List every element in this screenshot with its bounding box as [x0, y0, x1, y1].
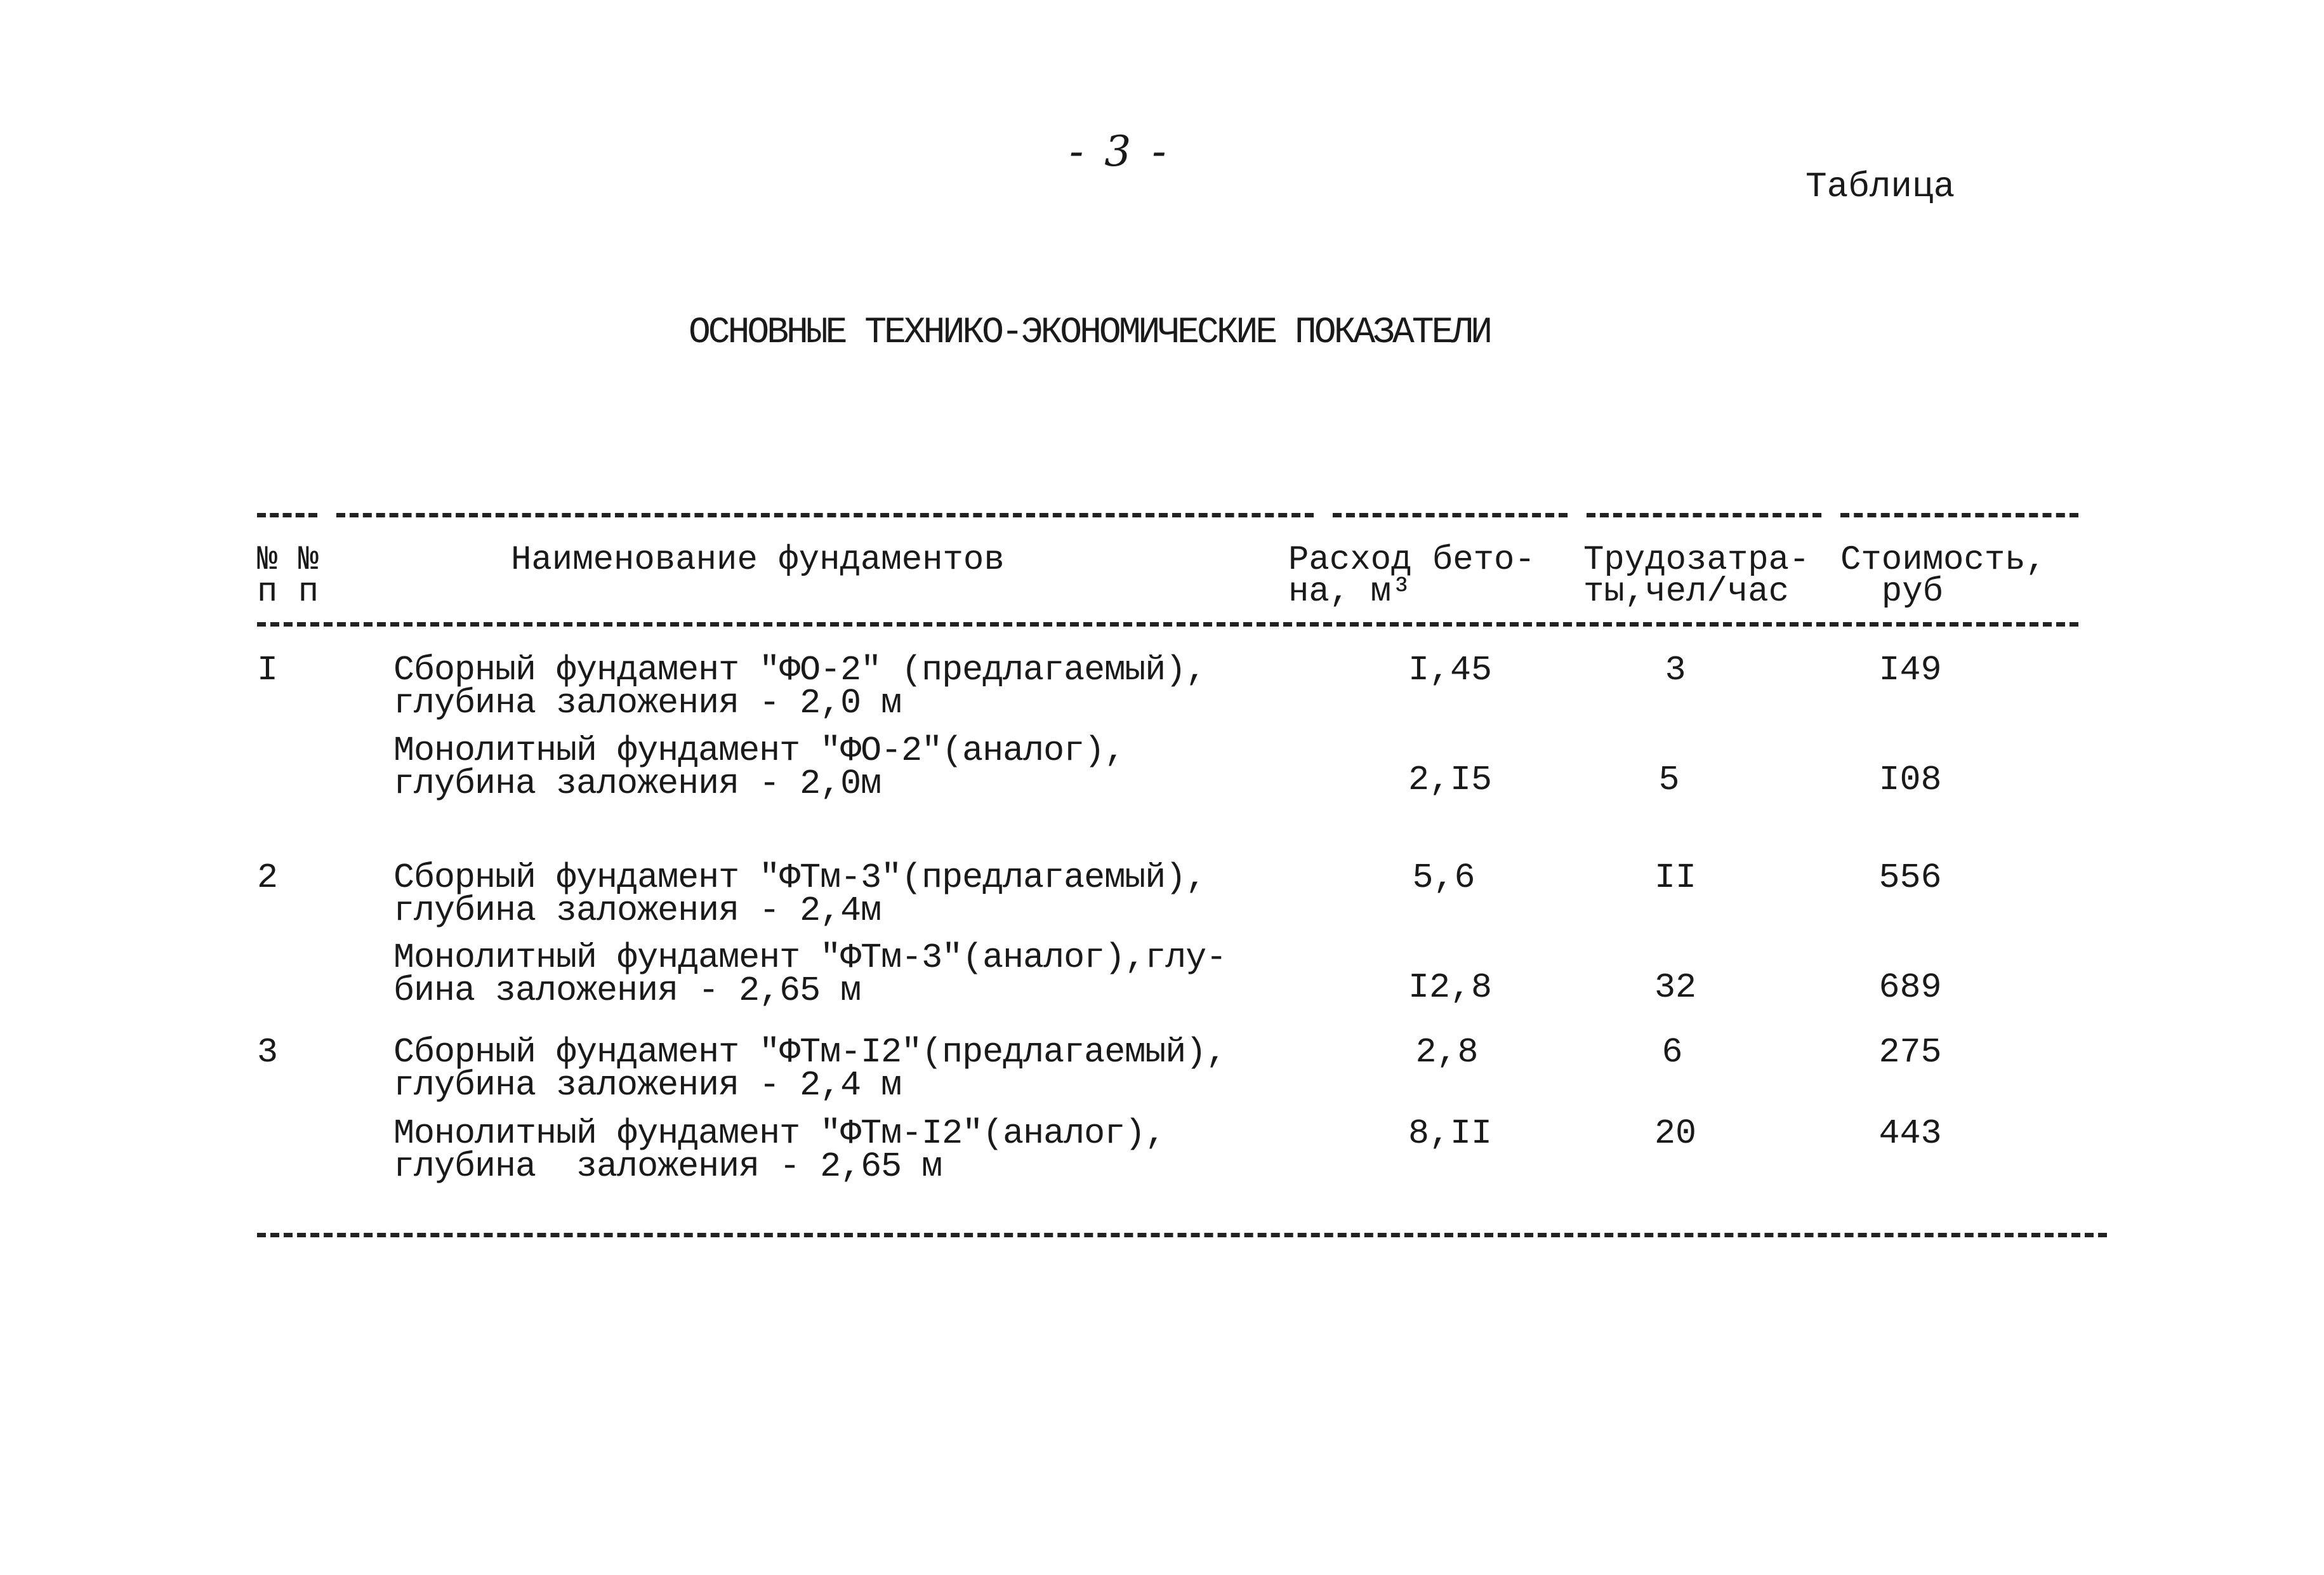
labor-value: 5 — [1658, 760, 1680, 800]
header-rule-top — [257, 513, 317, 517]
foundation-name: Сборный фундамент "ФТм-3"(предлагаемый), глубина заложения - 2,4м — [393, 858, 1206, 931]
header-row-number: № № п п — [257, 541, 319, 611]
header-rule-top — [1333, 513, 1568, 517]
labor-value: II — [1654, 858, 1696, 898]
header-rule-top — [1840, 513, 2078, 517]
concrete-value: 8,II — [1408, 1113, 1493, 1153]
cost-value: I49 — [1878, 650, 1942, 690]
header-rule-top — [1587, 513, 1821, 517]
row-number: I — [257, 650, 279, 690]
foundation-name: Сборный фундамент "ФТм-I2"(предлагаемый), глубина заложения - 2,4 м — [393, 1032, 1227, 1105]
concrete-value: I2,8 — [1408, 967, 1493, 1007]
foundation-name: Монолитный фундамент "ФО-2"(аналог), глубина заложения - 2,0м — [393, 731, 1125, 804]
labor-value: 6 — [1661, 1032, 1683, 1072]
table-label: Таблица — [1806, 166, 1955, 207]
foundation-name: Монолитный фундамент "ФТм-I2"(аналог), глубина заложения - 2,65 м — [393, 1113, 1166, 1186]
labor-value: 20 — [1654, 1113, 1696, 1153]
table-bottom-rule — [257, 1233, 2107, 1237]
header-concrete: Расход бето- на, м³ — [1288, 541, 1535, 611]
header-foundation-name: Наименование фундаментов — [511, 541, 1005, 580]
foundation-name: Сборный фундамент "ФО-2" (предлагаемый), глубина заложения - 2,0 м — [393, 650, 1206, 723]
labor-value: 32 — [1654, 967, 1696, 1007]
header-rule-top — [336, 513, 1314, 517]
concrete-value: 5,6 — [1412, 858, 1476, 898]
cost-value: 689 — [1878, 967, 1942, 1007]
row-number: 2 — [257, 858, 279, 898]
header-cost: Стоимость, руб — [1840, 541, 2047, 611]
document-title: ОСНОВНЫЕ ТЕХНИКО-ЭКОНОМИЧЕСКИЕ ПОКАЗАТЕЛИ — [689, 312, 1491, 354]
foundation-name: Монолитный фундамент "ФТм-3"(аналог),глу- бина заложения - 2,65 м — [393, 938, 1227, 1011]
row-number: 3 — [257, 1032, 279, 1072]
header-rule-bottom — [257, 622, 2078, 627]
header-labor: Трудозатра- ты,чел/час — [1583, 541, 1810, 611]
concrete-value: I,45 — [1408, 650, 1493, 690]
cost-value: I08 — [1878, 760, 1942, 800]
labor-value: 3 — [1665, 650, 1686, 690]
cost-value: 556 — [1878, 858, 1942, 898]
cost-value: 275 — [1878, 1032, 1942, 1072]
concrete-value: 2,8 — [1415, 1032, 1479, 1072]
concrete-value: 2,I5 — [1408, 760, 1493, 800]
cost-value: 443 — [1878, 1113, 1942, 1153]
page-number: - 3 - — [1069, 127, 1170, 176]
